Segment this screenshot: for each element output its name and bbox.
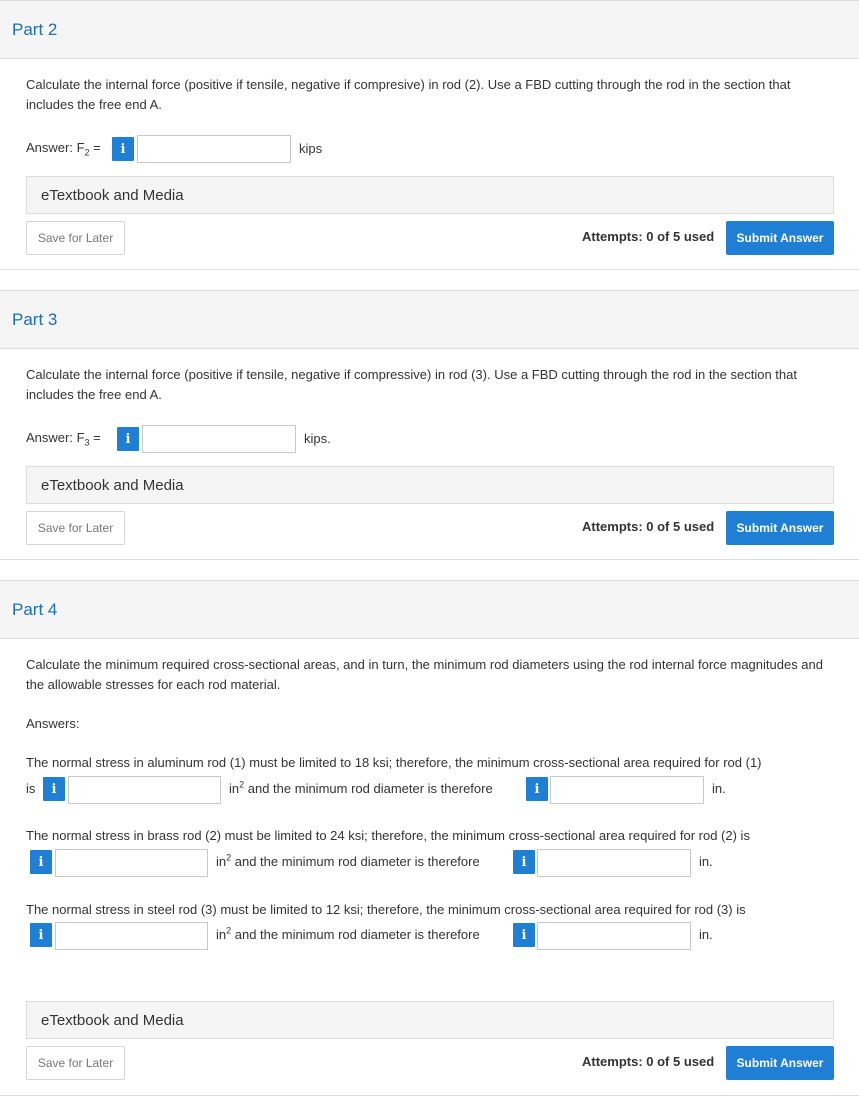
attempts-counter: Attempts: 0 of 5 used [582, 229, 715, 244]
save-for-later-button[interactable]: Save for Later [26, 221, 125, 255]
rod-3-area-input[interactable] [55, 922, 208, 950]
part-3-unit: kips. [304, 431, 331, 446]
etextbook-media-button[interactable]: eTextbook and Media [26, 466, 834, 504]
info-icon[interactable]: i [513, 850, 535, 874]
save-for-later-button[interactable]: Save for Later [26, 1046, 125, 1080]
submit-answer-button[interactable]: Submit Answer [726, 511, 834, 545]
save-for-later-button[interactable]: Save for Later [26, 511, 125, 545]
etextbook-media-button[interactable]: eTextbook and Media [26, 176, 834, 214]
rod-3-statement: The normal stress in steel rod (3) must be limited to 12 ksi; therefore, the minimum cross-sectional area required for rod (3) is [26, 902, 746, 917]
info-icon[interactable]: i [117, 427, 139, 451]
part-2-question: Calculate the internal force (positive if tensile, negative if compresive) in rod (2). Use a FBD cutting through the rod in the section that includes the free end A. [26, 77, 791, 112]
rod-2-area-input[interactable] [55, 849, 208, 877]
part-4-header [0, 581, 859, 639]
part-3-section [0, 290, 859, 560]
rod-1-area-unit: $in^2$ and the minimum rod diameter is therefore [229, 779, 493, 796]
info-icon[interactable]: i [112, 137, 134, 161]
submit-answer-button[interactable]: Submit Answer [726, 221, 834, 255]
part-2-answer-label: Answer: $F_2$ = [26, 140, 101, 158]
part-4-question: Calculate the minimum required cross-sectional areas, and in turn, the minimum rod diameters using the rod internal force magnitudes and the allowable stresses for each rod material. [26, 657, 823, 692]
rod-3-area-unit: $in^2$ and the minimum rod diameter is therefore [216, 925, 480, 942]
rod-2-area-unit: $in^2$ and the minimum rod diameter is therefore [216, 852, 480, 869]
submit-answer-button[interactable]: Submit Answer [726, 1046, 834, 1080]
attempts-counter: Attempts: 0 of 5 used [582, 1054, 715, 1069]
info-icon[interactable]: i [43, 777, 65, 801]
rod-3-diameter-input[interactable] [537, 922, 691, 950]
info-icon[interactable]: i [526, 777, 548, 801]
part-2-header [0, 1, 859, 59]
part-2-answer-input[interactable] [137, 135, 291, 163]
part-2-title: Part 2 [12, 19, 58, 39]
rod-2-statement: The normal stress in brass rod (2) must be limited to 24 ksi; therefore, the minimum cross-sectional area required for rod (2) is [26, 828, 750, 843]
part-3-answer-input[interactable] [142, 425, 296, 453]
rod-1-area-input[interactable] [68, 776, 221, 804]
info-icon[interactable]: i [513, 923, 535, 947]
etextbook-media-button[interactable]: eTextbook and Media [26, 1001, 834, 1039]
part-3-title: Part 3 [12, 309, 58, 329]
part-2-unit: kips [299, 141, 323, 156]
answers-heading: Answers: [26, 716, 80, 731]
attempts-counter: Attempts: 0 of 5 used [582, 519, 715, 534]
part-3-header [0, 291, 859, 349]
part-3-answer-label: Answer: $F_3$ = [26, 430, 101, 448]
rod-2-diameter-unit: in. [699, 854, 713, 869]
part-4-title: Part 4 [12, 599, 58, 619]
info-icon[interactable]: i [30, 923, 52, 947]
rod-1-statement: The normal stress in aluminum rod (1) must be limited to 18 ksi; therefore, the minimum cross-sectional area required for rod (1) [26, 755, 762, 770]
rod-2-diameter-input[interactable] [537, 849, 691, 877]
part-2-section [0, 0, 859, 270]
rod-1-diameter-input[interactable] [550, 776, 704, 804]
rod-1-diameter-unit: in. [712, 781, 726, 796]
part-3-question: Calculate the internal force (positive if tensile, negative if compressive) in rod (3). Use a FBD cutting through the rod in the section that includes the free end A. [26, 367, 797, 402]
rod-1-is-label: is [26, 781, 36, 796]
info-icon[interactable]: i [30, 850, 52, 874]
part-4-section [0, 580, 859, 1096]
rod-3-diameter-unit: in. [699, 927, 713, 942]
